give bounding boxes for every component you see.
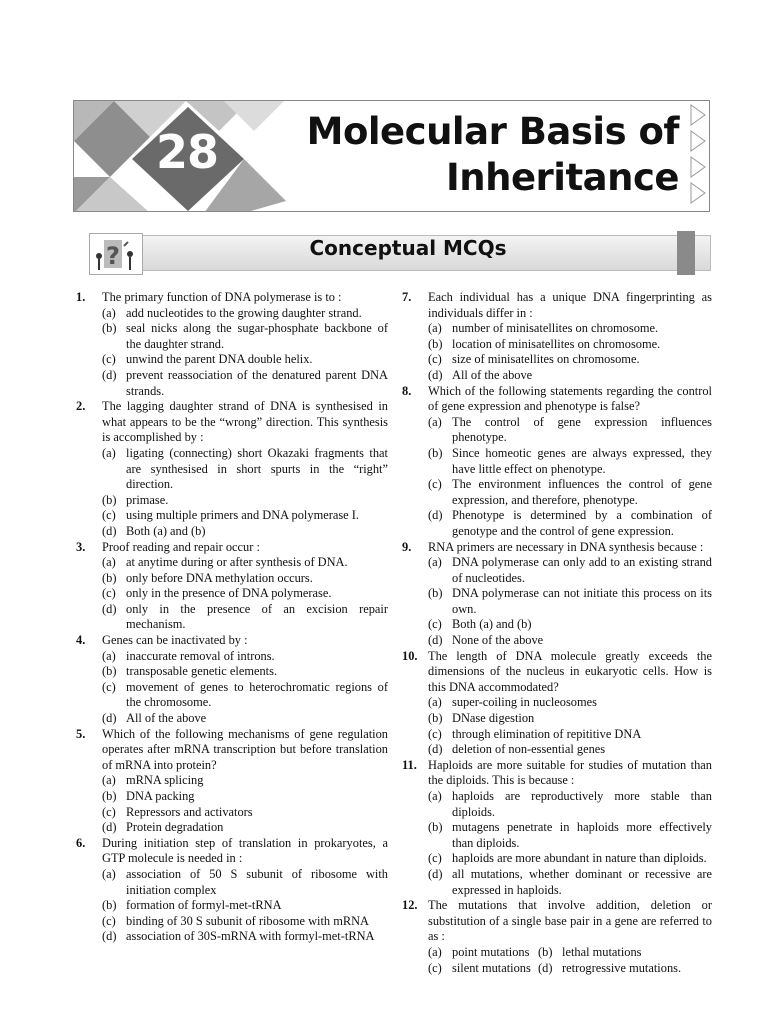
answer-option: [428, 851, 712, 867]
question-item: [70, 633, 388, 727]
option-label: (b): [428, 336, 443, 351]
option-label: (d): [102, 601, 117, 616]
option-text: transposable genetic elements.: [126, 664, 278, 679]
option-label: (d): [102, 929, 117, 944]
option-text: add nucleotides to the growing daughter strand.: [126, 305, 362, 320]
question-text: The length of DNA molecule greatly exceeds the dimensions of the nucleus in eukaryotic cells. How is this DNA accommodated?: [428, 648, 712, 694]
section-banner: [75, 233, 711, 273]
option-text: haploids are reproductively more stable than diploids.: [452, 789, 712, 819]
option-text: size of minisatellites on chromosome.: [452, 352, 640, 367]
option-label: (a): [428, 789, 442, 803]
question-number: 7.: [402, 290, 412, 304]
question-text: Each individual has a unique DNA fingerprinting as individuals differ in :: [428, 290, 712, 320]
option-label: (b): [102, 492, 117, 507]
option-text: inaccurate removal of introns.: [126, 648, 275, 663]
answer-option: [428, 789, 712, 820]
answer-option: [102, 508, 388, 524]
option-text: DNA polymerase can only add to an existing strand of nucleotides.: [452, 555, 712, 585]
option-label: (b): [102, 570, 117, 585]
option-text: point mutations: [452, 944, 530, 959]
answer-option: [102, 820, 388, 836]
option-label: (c): [428, 960, 442, 975]
option-text: only in the presence of DNA polymerase.: [126, 586, 332, 601]
chapter-title-line-1: Molecular Basis of: [306, 110, 679, 153]
option-text: all mutations, whether dominant or recessive are expressed in haploids.: [452, 866, 712, 897]
option-text: Since homeotic genes are always expressed, they have little effect on phenotype.: [452, 445, 712, 476]
option-label: (b): [102, 898, 117, 913]
option-text: through elimination of repititive DNA: [452, 726, 642, 741]
option-text: only in the presence of an excision repair mechanism.: [126, 601, 388, 632]
option-label: (b): [102, 664, 117, 679]
chapter-title: [307, 109, 679, 201]
option-text: DNA packing: [126, 789, 195, 803]
option-text: mRNA splicing: [126, 773, 204, 788]
option-text: association of 50 S subunit of ribosome with initiation complex: [126, 866, 388, 897]
option-label: (d): [102, 711, 117, 726]
answer-option: [428, 415, 712, 446]
answer-option: [102, 352, 388, 368]
option-label: (c): [428, 726, 442, 741]
answer-option: [102, 929, 388, 945]
option-label: (b): [428, 820, 443, 835]
option-label: (c): [102, 913, 116, 928]
option-label: (c): [102, 804, 116, 819]
option-text: ligating (connecting) short Okazaki fragments that are synthesised in short spurts in the “right” direction.: [126, 445, 388, 492]
option-text: deletion of non-essential genes: [452, 742, 606, 757]
option-text: location of minisatellites on chromosome.: [452, 336, 661, 351]
option-label: (c): [102, 508, 116, 523]
answer-option: [102, 898, 388, 914]
option-text: super-coiling in nucleosomes: [452, 695, 597, 710]
option-text: Both (a) and (b): [126, 523, 206, 538]
option-label: (a): [102, 773, 116, 788]
answer-option: [102, 805, 388, 821]
question-item: [396, 898, 712, 976]
answer-option: [102, 680, 388, 711]
question-text: RNA primers are necessary in DNA synthesis because :: [428, 539, 704, 554]
option-row: [428, 945, 712, 961]
answer-option: [428, 555, 712, 586]
question-item: [70, 399, 388, 539]
option-text: Both (a) and (b): [452, 617, 532, 632]
question-number: 12.: [402, 898, 418, 913]
option-text: lethal mutations: [562, 944, 642, 959]
answer-option: [428, 586, 712, 617]
chapter-header: [73, 100, 710, 212]
question-number: 8.: [402, 383, 412, 398]
option-label: (a): [102, 866, 116, 881]
question-item: [396, 758, 712, 898]
section-title: Conceptual MCQs: [309, 236, 507, 260]
option-label: (c): [428, 851, 442, 866]
option-label: (b): [428, 586, 443, 601]
option-text: silent mutations: [452, 960, 531, 975]
option-text: number of minisatellites on chromosome.: [452, 321, 659, 336]
question-number: 11.: [402, 757, 417, 772]
answer-option: [102, 446, 388, 493]
answer-option: [428, 352, 712, 368]
chapter-title-line-2: Inheritance: [446, 156, 679, 199]
answer-option: [102, 867, 388, 898]
option-text: retrogressive mutations.: [562, 960, 682, 975]
question-item: [70, 727, 388, 836]
option-text: at anytime during or after synthesis of DNA.: [126, 555, 348, 570]
answer-option: [428, 617, 712, 633]
option-text: haploids are more abundant in nature than diploids.: [452, 851, 707, 866]
question-number: 2.: [76, 399, 86, 414]
question-item: [70, 290, 388, 399]
answer-option: [102, 789, 388, 805]
option-text: using multiple primers and DNA polymerase I.: [126, 508, 359, 523]
option-text: seal nicks along the sugar-phosphate backbone of the daughter strand.: [126, 321, 388, 351]
question-item: [396, 384, 712, 540]
option-label: (c): [428, 352, 442, 367]
question-number: 9.: [402, 539, 412, 554]
question-text: During initiation step of translation in prokaryotes, a GTP molecule is needed in :: [102, 835, 388, 866]
question-item: [70, 540, 388, 634]
option-text: Repressors and activators: [126, 804, 253, 819]
answer-option: [102, 493, 388, 509]
question-number: 5.: [76, 726, 86, 741]
option-label: (b): [538, 944, 553, 959]
answer-option: [428, 742, 712, 758]
left-column: [70, 290, 388, 945]
option-label: (d): [102, 523, 117, 538]
answer-option: [102, 321, 388, 352]
right-column: [396, 290, 712, 976]
option-text: Phenotype is determined by a combination of genotype and the control of gene expression.: [452, 508, 712, 538]
option-label: (a): [102, 305, 116, 320]
option-label: (a): [102, 555, 116, 570]
option-text: unwind the parent DNA double helix.: [126, 352, 313, 367]
question-item: [70, 836, 388, 945]
question-text: Which of the following mechanisms of gene regulation operates after mRNA transcription but before translation of mRNA into protein?: [102, 726, 388, 772]
question-text: The primary function of DNA polymerase is to :: [102, 290, 342, 304]
option-text: prevent reassociation of the denatured parent DNA strands.: [126, 367, 388, 398]
question-number: 6.: [76, 835, 86, 850]
option-text: All of the above: [126, 711, 207, 726]
question-item: [396, 540, 712, 649]
option-label: (d): [428, 508, 443, 523]
option-label: (d): [102, 820, 117, 835]
option-label: (b): [102, 321, 117, 336]
answer-option: [428, 337, 712, 353]
option-label: (b): [102, 789, 117, 803]
option-label: (d): [428, 742, 443, 757]
answer-option: [102, 555, 388, 571]
option-label: (b): [428, 445, 443, 460]
question-text: The mutations that involve addition, deletion or substitution of a single base pair in a gene are referred to as :: [428, 898, 712, 944]
option-text: only before DNA methylation occurs.: [126, 570, 313, 585]
answer-option: [428, 368, 712, 384]
answer-option: [102, 914, 388, 930]
option-label: (a): [428, 321, 442, 336]
answer-option: [428, 711, 712, 727]
question-item: [396, 649, 712, 758]
side-tab-icon: [687, 101, 709, 212]
answer-option: [102, 649, 388, 665]
answer-option: [428, 727, 712, 743]
answer-option: [428, 820, 712, 851]
option-text: formation of formyl-met-tRNA: [126, 898, 282, 913]
answer-option: [428, 867, 712, 898]
option-label: (c): [102, 352, 116, 367]
option-text: The environment influences the control of gene expression, and therefore, phenotype.: [452, 477, 712, 507]
question-text: Proof reading and repair occur :: [102, 539, 260, 554]
answer-option: [428, 945, 538, 961]
option-label: (a): [102, 648, 116, 663]
option-label: (a): [428, 695, 442, 710]
question-text: Genes can be inactivated by :: [102, 633, 248, 648]
answer-option: [538, 961, 681, 977]
option-label: (a): [428, 414, 442, 429]
option-label: (d): [428, 367, 443, 382]
question-text: Haploids are more suitable for studies of mutation than the diploids. This is because :: [428, 757, 712, 788]
question-number: 10.: [402, 648, 418, 663]
option-text: The control of gene expression influences phenotype.: [452, 414, 712, 445]
answer-option: [428, 446, 712, 477]
question-item: [396, 290, 712, 384]
answer-option: [428, 633, 712, 649]
option-text: DNase digestion: [452, 711, 535, 726]
chapter-number: 28: [155, 125, 218, 179]
answer-option: [102, 524, 388, 540]
option-text: binding of 30 S subunit of ribosome with mRNA: [126, 913, 369, 928]
option-text: All of the above: [452, 367, 533, 382]
option-text: DNA polymerase can not initiate this process on its own.: [452, 586, 712, 616]
answer-option: [102, 368, 388, 399]
answer-option: [102, 664, 388, 680]
option-label: (a): [428, 944, 442, 959]
svg-text:?: ?: [106, 242, 120, 270]
answer-option: [102, 773, 388, 789]
option-text: association of 30S-mRNA with formyl-met-tRNA: [126, 929, 375, 944]
answer-option: [428, 477, 712, 508]
option-label: (c): [102, 679, 116, 694]
question-number: 4.: [76, 633, 86, 648]
option-label: (d): [538, 960, 553, 975]
option-label: (d): [428, 633, 443, 648]
question-number: 1.: [76, 290, 86, 304]
option-label: (b): [428, 711, 443, 726]
option-text: movement of genes to heterochromatic regions of the chromosome.: [126, 679, 388, 710]
option-text: mutagens penetrate in haploids more effectively than diploids.: [452, 820, 712, 850]
answer-option: [102, 306, 388, 322]
answer-option: [102, 602, 388, 633]
answer-option: [428, 321, 712, 337]
option-row: [428, 961, 712, 977]
option-text: Protein degradation: [126, 820, 224, 835]
question-text: Which of the following statements regarding the control of gene expression and phenotype is false?: [428, 383, 712, 414]
option-label: (d): [428, 866, 443, 881]
option-label: (d): [102, 367, 117, 382]
option-text: None of the above: [452, 633, 544, 648]
question-number: 3.: [76, 539, 86, 554]
question-text: The lagging daughter strand of DNA is synthesised in what appears to be the “wrong” direction. This synthesis is accomplished by :: [102, 399, 388, 445]
option-label: (c): [428, 617, 442, 632]
answer-option: [428, 508, 712, 539]
option-label: (a): [102, 445, 116, 460]
answer-option: [428, 961, 538, 977]
answer-option: [102, 586, 388, 602]
answer-option: [102, 571, 388, 587]
option-text: primase.: [126, 492, 169, 507]
option-label: (a): [428, 555, 442, 570]
answer-option: [538, 945, 642, 961]
option-label: (c): [428, 477, 442, 492]
answer-option: [102, 711, 388, 727]
answer-option: [428, 695, 712, 711]
option-label: (c): [102, 586, 116, 601]
